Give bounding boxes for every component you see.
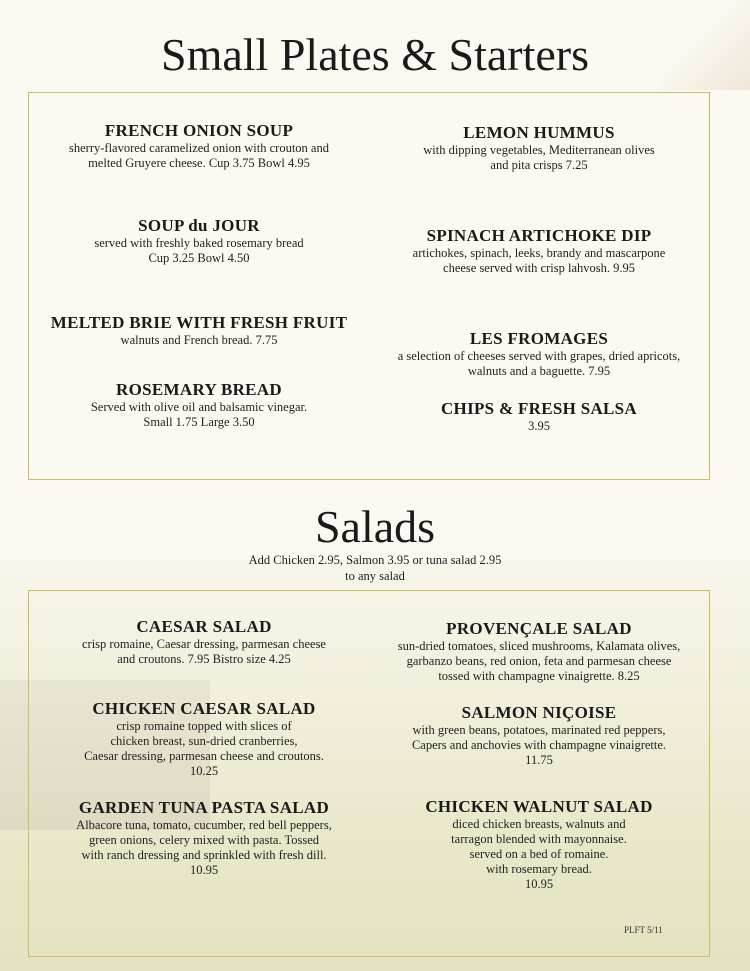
starters-panel <box>28 92 710 480</box>
menu-code: PLFT 5/11 <box>624 925 663 935</box>
menu-item-chicken-caesar-salad: CHICKEN CAESAR SALAD crisp romaine topped with slices of chicken breast, sun-dried cranberries, Caesar dressing, parmesan cheese and croutons. 10.25 <box>84 699 324 779</box>
menu-item-provencale-salad: PROVENÇALE SALAD sun-dried tomatoes, sliced mushrooms, Kalamata olives, garbanzo beans, red onion, feta and parmesan cheese tossed with champagne vinaigrette. 8.25 <box>397 619 681 684</box>
menu-item-garden-tuna-pasta-salad: GARDEN TUNA PASTA SALAD Albacore tuna, tomato, cucumber, red bell peppers, green onions, celery mixed with pasta. Tossed with ranch dressing and sprinkled with fresh dill. 10.95 <box>76 798 332 878</box>
menu-item-chips-salsa: CHIPS & FRESH SALSA 3.95 <box>440 399 638 434</box>
menu-item-salmon-nicoise: SALMON NIÇOISE with green beans, potatoes, marinated red peppers, Capers and anchovies with champagne vinaigrette. 11.75 <box>411 703 667 768</box>
starters-title: Small Plates & Starters <box>160 29 589 80</box>
menu-item-spinach-artichoke-dip: SPINACH ARTICHOKE DIP artichokes, spinach, leeks, brandy and mascarpone cheese served with crisp lahvosh. 9.95 <box>412 226 666 276</box>
menu-item-melted-brie: MELTED BRIE WITH FRESH FRUIT walnuts and French bread. 7.75 <box>50 313 348 348</box>
menu-item-caesar-salad: CAESAR SALAD crisp romaine, Caesar dressing, parmesan cheese and croutons. 7.95 Bistro size 4.25 <box>81 617 326 667</box>
salads-panel <box>28 590 710 957</box>
salads-addon-note: Add Chicken 2.95, Salmon 3.95 or tuna salad 2.95 to any salad <box>248 553 502 584</box>
menu-item-soup-du-jour: SOUP du JOUR served with freshly baked rosemary bread Cup 3.25 Bowl 4.50 <box>94 216 304 266</box>
menu-item-rosemary-bread: ROSEMARY BREAD Served with olive oil and balsamic vinegar. Small 1.75 Large 3.50 <box>90 380 308 430</box>
menu-item-chicken-walnut-salad: CHICKEN WALNUT SALAD diced chicken breasts, walnuts and tarragon blended with mayonnaise. served on a bed of romaine. with rosemary bread. 10.95 <box>425 797 653 892</box>
menu-item-french-onion-soup: FRENCH ONION SOUP sherry-flavored caramelized onion with crouton and melted Gruyere cheese. Cup 3.75 Bowl 4.95 <box>69 121 329 171</box>
menu-item-lemon-hummus: LEMON HUMMUS with dipping vegetables, Mediterranean olives and pita crisps 7.25 <box>423 123 655 173</box>
salads-title: Salads <box>314 501 436 552</box>
menu-item-les-fromages: LES FROMAGES a selection of cheeses served with grapes, dried apricots, walnuts and a baguette. 7.95 <box>397 329 681 379</box>
